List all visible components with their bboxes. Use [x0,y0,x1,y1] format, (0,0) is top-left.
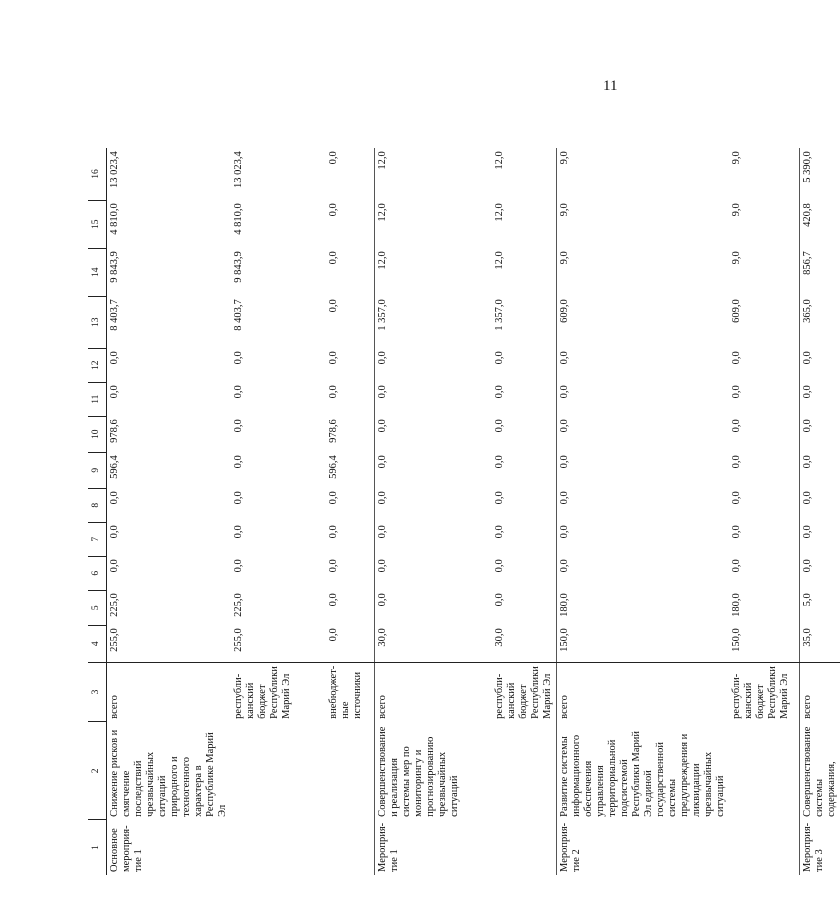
value-cell: 225,0 [107,590,232,625]
funding-source-cell: всего [107,662,232,722]
value-cell: 0,0 [328,299,339,313]
value-cell: 9,0 [557,148,730,200]
column-header: 14 [88,248,107,296]
measure-number-cell: Мероприя-тие 2 [557,820,730,875]
value-cell: 0,0 [374,556,492,590]
value-cell: 0,0 [799,556,840,590]
value-cell: 12,0 [374,148,492,200]
measure-name-cell [729,722,799,820]
table-row [492,148,557,875]
value-cell: 0,0 [374,416,492,452]
value-cell: 13 023,4 [107,148,232,200]
column-header: 2 [88,722,107,820]
value-cell: 30,0 [374,625,492,662]
table-row [107,148,232,875]
value-cell: 0,0 [233,385,244,399]
value-cell: 12,0 [374,248,492,296]
value-cell: 0,0 [799,348,840,382]
value-cell: 365,0 [799,296,840,348]
value-cell: 0,0 [494,455,505,469]
column-header: 13 [88,296,107,348]
value-cell: 0,0 [107,382,232,416]
value-cell: 978,6 [107,416,232,452]
value-cell: 0,0 [731,525,742,539]
value-cell: 255,0 [107,625,232,662]
funding-source-cell: всего [374,662,492,722]
value-cell: 0,0 [374,522,492,556]
column-header: 9 [88,452,107,488]
column-header: 5 [88,590,107,625]
value-cell: 609,0 [731,299,742,323]
value-cell: 609,0 [557,296,730,348]
column-header: 11 [88,382,107,416]
funding-source-cell: всего [799,662,840,722]
value-cell: 0,0 [374,452,492,488]
value-cell: 12,0 [494,203,505,222]
column-header: 16 [88,148,107,200]
value-cell: 13 023,4 [233,151,244,188]
value-cell: 596,4 [328,455,339,479]
value-cell: 0,0 [374,382,492,416]
value-cell: 0,0 [107,348,232,382]
value-cell: 0,0 [557,452,730,488]
funding-source-cell: всего [557,662,730,722]
table-row [326,148,374,875]
value-cell: 0,0 [494,491,505,505]
value-cell: 0,0 [233,559,244,573]
value-cell: 0,0 [233,525,244,539]
value-cell: 12,0 [374,200,492,248]
value-cell: 0,0 [494,593,505,607]
value-cell: 12,0 [494,151,505,170]
value-cell: 0,0 [328,525,339,539]
value-cell: 0,0 [328,491,339,505]
measure-name-cell: Снижение рисков и смягчение последствий чрезвычайных ситуаций природного и техногенного характера в Республике Марий Эл [107,722,232,820]
value-cell: 0,0 [233,351,244,365]
table-row [557,148,730,875]
measure-number-cell: Мероприя-тие 3 [799,820,840,875]
value-cell: 180,0 [557,590,730,625]
value-cell: 0,0 [328,251,339,265]
value-cell: 420,8 [799,200,840,248]
value-cell: 0,0 [374,590,492,625]
table-row [231,148,326,875]
value-cell: 0,0 [731,351,742,365]
value-cell: 0,0 [731,419,742,433]
value-cell: 180,0 [731,593,742,617]
value-cell: 0,0 [233,455,244,469]
value-cell: 0,0 [557,556,730,590]
value-cell: 0,0 [107,522,232,556]
value-cell: 978,6 [328,419,339,443]
value-cell: 5 390,0 [799,148,840,200]
value-cell: 0,0 [494,559,505,573]
value-cell: 0,0 [494,419,505,433]
value-cell: 1 357,0 [494,299,505,331]
value-cell: 0,0 [557,348,730,382]
value-cell: 0,0 [107,556,232,590]
value-cell: 5,0 [799,590,840,625]
value-cell: 856,7 [799,248,840,296]
measure-number-cell [231,820,326,875]
value-cell: 8 403,7 [233,299,244,331]
value-cell: 0,0 [328,203,339,217]
value-cell: 150,0 [729,625,799,662]
value-cell: 0,0 [326,625,374,662]
measure-name-cell: Совершенствование и реализация системы мер по мониторингу и прогнозированию чрезвычайных ситуаций [374,722,492,820]
measure-name-cell: Развитие системы информационного обеспечения управления территориальной подсистемой Республики Марий Эл единой государственной системы предупреждения и ликвидации чрезвычайных ситуаций [557,722,730,820]
value-cell: 0,0 [799,382,840,416]
measure-name-cell [492,722,557,820]
value-cell: 0,0 [731,491,742,505]
measure-name-cell [326,722,374,820]
funding-source-cell: внебюджет-ные источники [328,665,363,719]
value-cell: 35,0 [799,625,840,662]
measure-name-cell [231,722,326,820]
value-cell: 0,0 [374,348,492,382]
value-cell: 0,0 [328,559,339,573]
value-cell: 0,0 [731,385,742,399]
value-cell: 4 810,0 [233,203,244,235]
value-cell: 0,0 [731,559,742,573]
value-cell: 0,0 [494,385,505,399]
header-row [88,148,107,875]
budget-table [88,148,840,875]
value-cell: 0,0 [328,593,339,607]
column-header: 3 [88,662,107,722]
value-cell: 0,0 [107,488,232,522]
value-cell: 150,0 [557,625,730,662]
measure-number-cell [326,820,374,875]
value-cell: 0,0 [557,382,730,416]
column-header: 1 [88,820,107,875]
value-cell: 9,0 [557,248,730,296]
column-header: 6 [88,556,107,590]
page-number: 11 [603,78,618,94]
funding-source-cell: республи-канский бюджет Республики Марий Эл [731,666,790,719]
value-cell: 9,0 [731,251,742,265]
value-cell: 9 843,9 [233,251,244,283]
value-cell: 0,0 [494,351,505,365]
column-header: 10 [88,416,107,452]
value-cell: 9 843,9 [107,248,232,296]
value-cell: 0,0 [557,522,730,556]
column-header: 15 [88,200,107,248]
value-cell: 0,0 [799,452,840,488]
rotated-table-container [88,27,837,875]
measure-number-cell [729,820,799,875]
value-cell: 4 810,0 [107,200,232,248]
value-cell: 9,0 [557,200,730,248]
table-row [799,148,840,875]
value-cell: 0,0 [799,416,840,452]
table-row [729,148,799,875]
column-header: 8 [88,488,107,522]
value-cell: 9,0 [731,151,742,165]
value-cell: 0,0 [557,416,730,452]
value-cell: 9,0 [731,203,742,217]
value-cell: 30,0 [492,625,557,662]
measure-number-cell [492,820,557,875]
value-cell: 0,0 [494,525,505,539]
value-cell: 255,0 [231,625,326,662]
value-cell: 0,0 [557,488,730,522]
value-cell: 0,0 [374,488,492,522]
value-cell: 0,0 [328,151,339,165]
value-cell: 0,0 [328,385,339,399]
value-cell: 0,0 [233,419,244,433]
value-cell: 1 357,0 [374,296,492,348]
value-cell: 12,0 [494,251,505,270]
column-header: 7 [88,522,107,556]
value-cell: 0,0 [731,455,742,469]
value-cell: 0,0 [233,491,244,505]
column-header: 4 [88,625,107,662]
value-cell: 596,4 [107,452,232,488]
value-cell: 225,0 [233,593,244,617]
value-cell: 0,0 [799,522,840,556]
funding-source-cell: республи-канский бюджет Республики Марий Эл [494,666,553,719]
measure-number-cell: Основное мероприя-тие 1 [107,820,232,875]
funding-source-cell: республи-канский бюджет Республики Марий Эл [233,666,292,719]
column-header: 12 [88,348,107,382]
measure-name-cell: Совершенствование системы содержания, [799,722,840,820]
value-cell: 0,0 [799,488,840,522]
measure-number-cell: Мероприя-тие 1 [374,820,492,875]
value-cell: 0,0 [328,351,339,365]
value-cell: 8 403,7 [107,296,232,348]
table-body [107,148,840,875]
table-row [374,148,492,875]
